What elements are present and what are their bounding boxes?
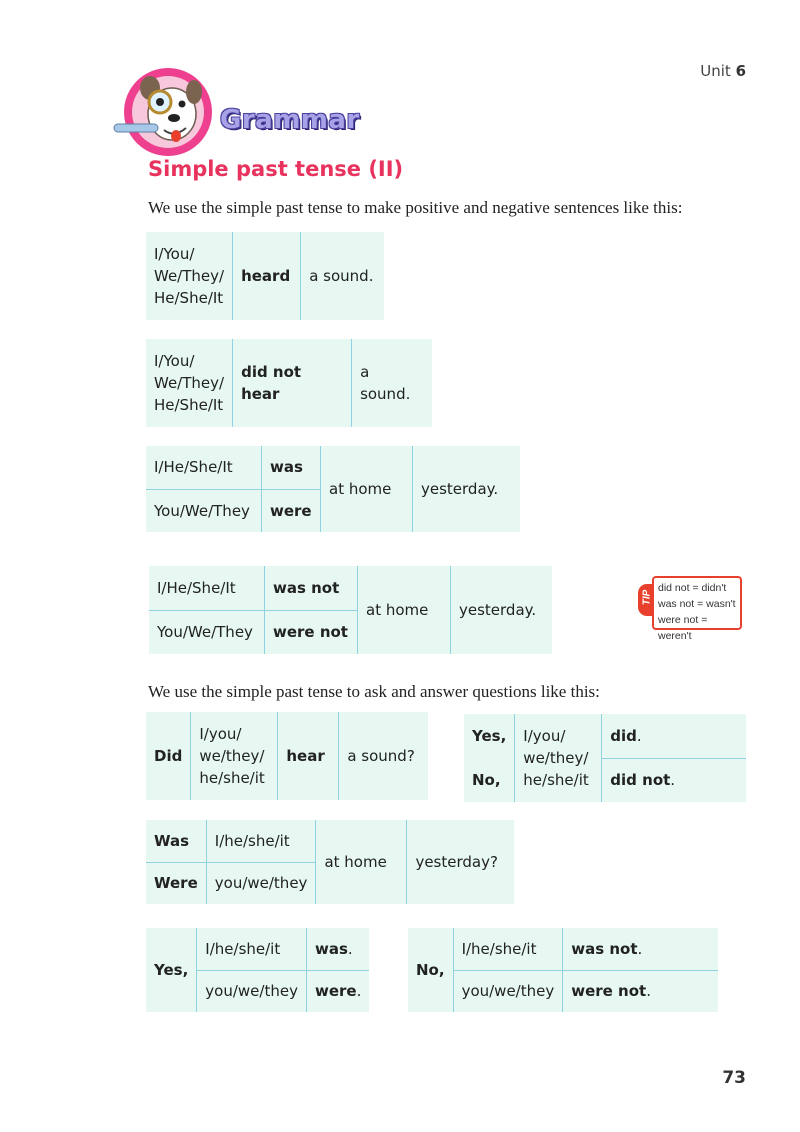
table-no-answer: [408, 928, 718, 1012]
verb-cell: [563, 970, 718, 1012]
no-text: No,: [472, 771, 501, 789]
subject-cell: I/He/She/It: [146, 446, 262, 489]
subject-line: We/They/: [154, 267, 225, 285]
subject-cell: I/he/she/it: [206, 820, 316, 862]
table-yes-answer: [146, 928, 369, 1012]
verb-cell: [262, 489, 321, 532]
object-cell: a sound?: [339, 712, 428, 800]
verb-cell: [265, 610, 358, 654]
verb-punct: .: [356, 982, 362, 1001]
answer-text: did: [610, 726, 637, 745]
verb-text: was: [314, 939, 348, 958]
tip-label: TIP: [641, 589, 653, 606]
tip-line: was not = wasn't: [658, 598, 736, 610]
answer-punct: .: [636, 726, 642, 745]
verb-text: was: [270, 458, 303, 477]
subject-cell: you/we/they: [453, 970, 563, 1012]
tip-content: [652, 576, 742, 642]
table-negative: [146, 339, 432, 427]
verb-cell: [233, 232, 301, 320]
lead-cell: [408, 928, 453, 1012]
unit-label: [700, 62, 746, 80]
verb-cell: [306, 970, 369, 1012]
subject-line: I/You/: [154, 352, 195, 370]
lead-text: No,: [416, 961, 445, 979]
aux-text: Was: [154, 831, 190, 850]
answer-cell: [602, 714, 746, 758]
table-did-answer: [464, 714, 746, 802]
verb-cell: [306, 928, 369, 970]
subject-line: I/you/: [523, 727, 566, 745]
subject-cell: [146, 339, 233, 427]
answer-punct: .: [670, 771, 676, 790]
place-cell: at home: [358, 566, 451, 654]
subject-line: we/they/: [199, 747, 265, 765]
aux-cell: [146, 862, 206, 904]
verb-cell: [265, 566, 358, 610]
lead-text: Yes,: [154, 961, 189, 979]
subject-cell: You/We/They: [154, 501, 250, 520]
time-cell: yesterday.: [413, 446, 521, 532]
unit-word: Unit: [700, 62, 731, 80]
object-cell: a sound.: [352, 339, 432, 427]
subject-line: I/you/: [199, 725, 242, 743]
subject-cell: you/we/they: [197, 970, 307, 1012]
aux-text: Did: [154, 747, 183, 765]
tip-line: were not = weren't: [658, 614, 708, 642]
object-cell: a sound.: [301, 232, 384, 320]
subject-cell: you/we/they: [206, 862, 316, 904]
subject-line: We/They/: [154, 374, 225, 392]
page-number: 73: [722, 1068, 746, 1088]
place-cell: at home: [321, 446, 413, 532]
no-cell: [464, 758, 515, 802]
grammar-heading: Grammar: [220, 105, 360, 135]
verb-punct: .: [646, 982, 651, 1001]
tip-line: did not = didn't: [658, 582, 727, 594]
verb-text: were not: [571, 982, 647, 1001]
table-did-question: [146, 712, 428, 800]
aux-cell: [146, 820, 206, 862]
table-was-not-were-not: [149, 566, 552, 654]
verb-text: heard: [241, 267, 291, 285]
aux-cell: [146, 712, 191, 800]
time-cell: yesterday?: [407, 820, 514, 904]
table-was-were: [146, 446, 520, 532]
section-title: Simple past tense (II): [148, 157, 404, 181]
verb-punct: .: [637, 939, 643, 958]
verb-punct: .: [347, 939, 353, 958]
subject-line: he/she/it: [199, 769, 265, 787]
unit-number: 6: [735, 62, 746, 80]
time-cell: yesterday.: [451, 566, 553, 654]
subject-line: I/You/: [154, 245, 195, 263]
table-was-were-question: [146, 820, 514, 904]
subject-line: He/She/It: [154, 289, 224, 307]
subject-line: He/She/It: [154, 396, 224, 414]
subject-cell: [515, 714, 602, 802]
subject-cell: I/he/she/it: [197, 928, 307, 970]
table-positive: [146, 232, 384, 320]
verb-cell: [262, 446, 321, 489]
verb-cell: [563, 928, 718, 970]
subject-cell: I/he/she/it: [453, 928, 563, 970]
verb-text: were: [270, 501, 312, 520]
tip-box: [630, 576, 744, 642]
subject-line: we/they/: [523, 749, 589, 767]
aux-text: Were: [154, 874, 198, 893]
grammar-logo-icon: [112, 66, 222, 162]
verb-cell: [278, 712, 339, 800]
verb-text: was not: [273, 578, 340, 597]
answer-text: did not: [610, 771, 671, 790]
intro-text-2: We use the simple past tense to ask and answer questions like this:: [148, 682, 600, 701]
subject-line: he/she/it: [523, 771, 589, 789]
yes-cell: [464, 714, 515, 758]
yes-text: Yes,: [472, 727, 507, 745]
verb-text: were not: [273, 623, 348, 642]
lead-cell: [146, 928, 197, 1012]
place-cell: at home: [316, 820, 407, 904]
verb-text: hear: [286, 747, 325, 765]
subject-cell: I/He/She/It: [149, 566, 265, 610]
verb-text: were: [314, 982, 357, 1001]
verb-text: was not: [571, 939, 638, 958]
subject-cell: [146, 232, 233, 320]
verb-cell: [233, 339, 352, 427]
intro-text-1: We use the simple past tense to make positive and negative sentences like this:: [148, 198, 683, 217]
subject-cell: [191, 712, 278, 800]
subject-cell: You/We/They: [157, 623, 253, 642]
verb-text: did not hear: [241, 363, 302, 403]
answer-cell: [602, 758, 746, 802]
